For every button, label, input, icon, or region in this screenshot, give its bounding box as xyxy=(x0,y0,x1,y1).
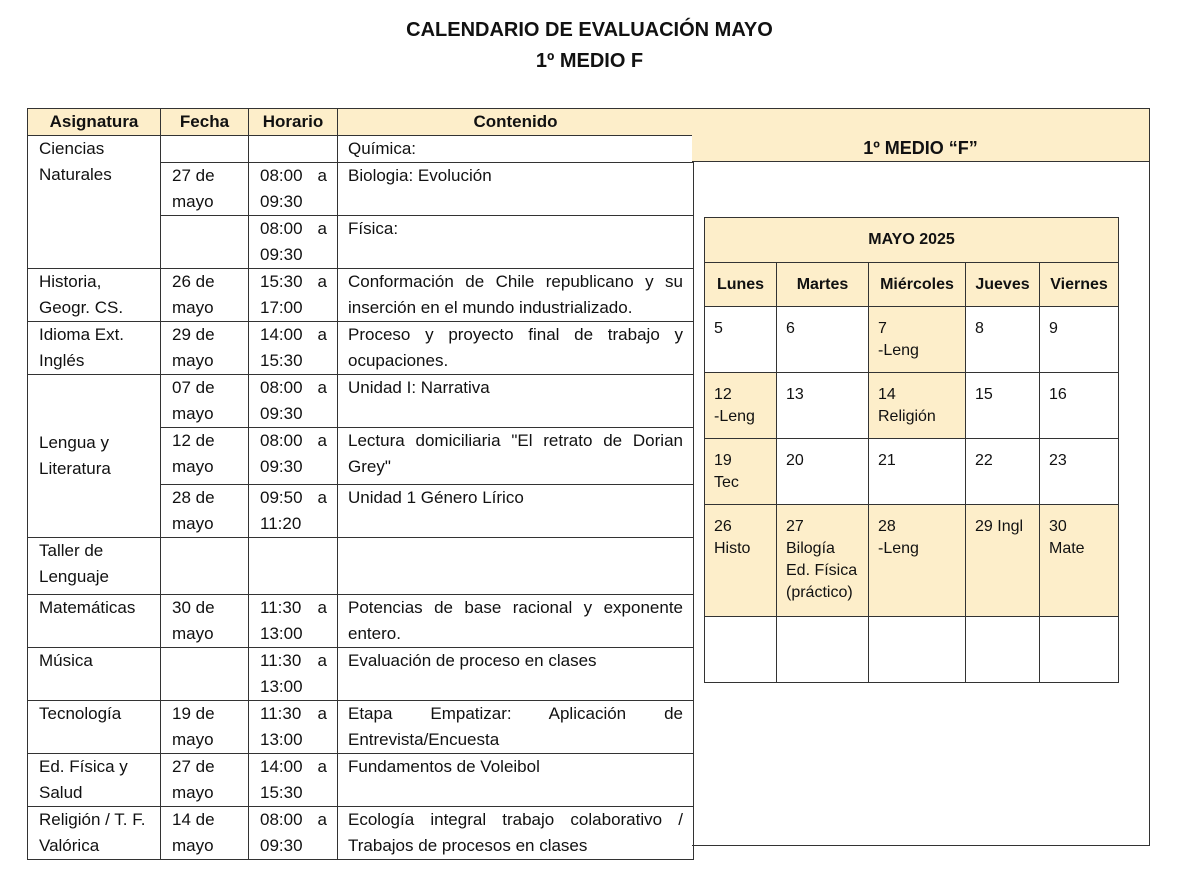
time-cell: 11:30 a 13:00 xyxy=(249,701,338,754)
time-cell xyxy=(249,136,338,163)
calendar-day-event: Mate xyxy=(1049,540,1085,557)
calendar-day-cell xyxy=(966,373,1040,439)
subject-cell: Historia, Geogr. CS. xyxy=(28,269,161,322)
header-horario: Horario xyxy=(249,109,338,136)
time-cell: 11:30 a 13:00 xyxy=(249,595,338,648)
content-cell: Biologia: Evolución xyxy=(338,163,694,216)
weekday-miercoles: Miércoles xyxy=(869,263,966,307)
calendar-day-cell xyxy=(869,617,966,683)
date-cell: 27 de mayo xyxy=(161,163,249,216)
calendar-day-number: 28 xyxy=(878,518,896,535)
subject-cell: Música xyxy=(28,648,161,701)
time-cell: 08:00 a 09:30 xyxy=(249,428,338,485)
subject-cell: Ed. Física y Salud xyxy=(28,754,161,807)
calendar-day-event: Ed. Física xyxy=(786,562,858,579)
content-cell: Potencias de base racional y exponente entero. xyxy=(338,595,694,648)
calendar-day-cell xyxy=(777,373,869,439)
calendar-day-event: Religión xyxy=(878,408,936,425)
date-cell: 14 de mayo xyxy=(161,807,249,860)
table-header-row xyxy=(28,109,694,136)
course-panel-heading: 1º MEDIO “F” xyxy=(692,109,1149,162)
calendar-day-number: 19 xyxy=(714,452,732,469)
calendar-day-event: Histo xyxy=(714,540,751,557)
document-subtitle: 1º MEDIO F xyxy=(535,50,644,72)
calendar-week-row xyxy=(705,307,1119,373)
header-fecha: Fecha xyxy=(161,109,249,136)
calendar-day-number: 29 Ingl xyxy=(975,518,1024,535)
calendar-day-cell xyxy=(869,505,966,617)
subject-cell: Lengua y Literatura xyxy=(28,375,161,538)
subject-cell: Matemáticas xyxy=(28,595,161,648)
calendar-day-cell xyxy=(966,307,1040,373)
calendar-day-cell xyxy=(705,373,777,439)
document-title: CALENDARIO DE EVALUACIÓN MAYO xyxy=(406,19,773,41)
calendar-day-cell xyxy=(1040,505,1119,617)
weekday-martes: Martes xyxy=(777,263,869,307)
table-row xyxy=(28,269,694,322)
calendar-day-number: 20 xyxy=(786,452,804,469)
calendar-day-cell xyxy=(777,505,869,617)
calendar-day-cell xyxy=(966,617,1040,683)
calendar-day-cell xyxy=(777,617,869,683)
calendar-day-cell xyxy=(869,307,966,373)
calendar-day-number: 8 xyxy=(975,320,984,337)
content-cell: Química: xyxy=(338,136,694,163)
date-cell: 28 de mayo xyxy=(161,485,249,538)
calendar-day-event: -Leng xyxy=(714,408,755,425)
calendar-day-cell xyxy=(869,439,966,505)
calendar-day-cell xyxy=(705,617,777,683)
calendar-day-cell xyxy=(869,373,966,439)
date-cell: 26 de mayo xyxy=(161,269,249,322)
calendar-day-number: 27 xyxy=(786,518,804,535)
calendar-week-row xyxy=(705,373,1119,439)
calendar-body xyxy=(705,307,1119,683)
table-row xyxy=(28,538,694,595)
date-cell xyxy=(161,648,249,701)
content-cell: Etapa Empatizar: Aplicación de Entrevista/Encuesta xyxy=(338,701,694,754)
calendar-day-cell xyxy=(1040,373,1119,439)
calendar-day-cell xyxy=(705,439,777,505)
calendar-day-number: 26 xyxy=(714,518,732,535)
table-row xyxy=(28,754,694,807)
table-row xyxy=(28,648,694,701)
calendar-week-row xyxy=(705,439,1119,505)
subject-cell: Idioma Ext. Inglés xyxy=(28,322,161,375)
calendar-day-number: 7 xyxy=(878,320,887,337)
date-cell: 29 de mayo xyxy=(161,322,249,375)
calendar-day-cell xyxy=(777,439,869,505)
header-asignatura: Asignatura xyxy=(28,109,161,136)
header-contenido: Contenido xyxy=(338,109,694,136)
weekday-jueves: Jueves xyxy=(966,263,1040,307)
calendar-day-cell xyxy=(705,307,777,373)
calendar-day-number: 9 xyxy=(1049,320,1058,337)
time-cell: 15:30 a 17:00 xyxy=(249,269,338,322)
content-cell: Física: xyxy=(338,216,694,269)
content-cell: Proceso y proyecto final de trabajo y ocupaciones. xyxy=(338,322,694,375)
calendar-day-cell xyxy=(966,505,1040,617)
table-row xyxy=(28,701,694,754)
time-cell: 08:00 a 09:30 xyxy=(249,163,338,216)
subject-cell: Tecnología xyxy=(28,701,161,754)
content-cell: Lectura domiciliaria "El retrato de Dorian Grey" xyxy=(338,428,694,485)
time-cell: 08:00 a 09:30 xyxy=(249,216,338,269)
calendar-day-cell xyxy=(1040,307,1119,373)
calendar-day-cell xyxy=(777,307,869,373)
calendar-day-number: 12 xyxy=(714,386,732,403)
calendar-week-row xyxy=(705,505,1119,617)
calendar-day-number: 6 xyxy=(786,320,795,337)
calendar-day-cell xyxy=(1040,439,1119,505)
table-row xyxy=(28,807,694,860)
date-cell: 30 de mayo xyxy=(161,595,249,648)
time-cell: 09:50 a 11:20 xyxy=(249,485,338,538)
time-cell: 14:00 a 15:30 xyxy=(249,322,338,375)
date-cell: 07 de mayo xyxy=(161,375,249,428)
calendar-day-cell xyxy=(1040,617,1119,683)
calendar-day-event: -Leng xyxy=(878,540,919,557)
date-cell: 19 de mayo xyxy=(161,701,249,754)
calendar-day-cell xyxy=(705,505,777,617)
content-cell xyxy=(338,538,694,595)
content-cell: Fundamentos de Voleibol xyxy=(338,754,694,807)
calendar-day-number: 16 xyxy=(1049,386,1067,403)
calendar-day-cell xyxy=(966,439,1040,505)
table-row xyxy=(28,136,694,163)
date-cell: 27 de mayo xyxy=(161,754,249,807)
calendar-day-number: 13 xyxy=(786,386,804,403)
content-cell: Unidad I: Narrativa xyxy=(338,375,694,428)
calendar-day-event: Bilogía xyxy=(786,540,835,557)
content-cell: Ecología integral trabajo colaborativo / Trabajos de procesos en clases xyxy=(338,807,694,860)
date-cell: 12 de mayo xyxy=(161,428,249,485)
time-cell: 11:30 a 13:00 xyxy=(249,648,338,701)
calendar-day-number: 5 xyxy=(714,320,723,337)
calendar-week-row xyxy=(705,617,1119,683)
calendar-title: MAYO 2025 xyxy=(705,218,1119,263)
date-cell xyxy=(161,216,249,269)
evaluation-schedule-table xyxy=(27,108,694,860)
time-cell: 14:00 a 15:30 xyxy=(249,754,338,807)
weekday-lunes: Lunes xyxy=(705,263,777,307)
time-cell xyxy=(249,538,338,595)
subject-cell: Taller de Lenguaje xyxy=(28,538,161,595)
may-calendar xyxy=(704,217,1119,683)
table-row xyxy=(28,375,694,428)
calendar-day-event: -Leng xyxy=(878,342,919,359)
calendar-day-number: 15 xyxy=(975,386,993,403)
weekday-viernes: Viernes xyxy=(1040,263,1119,307)
calendar-weekday-row xyxy=(705,263,1119,307)
table-row xyxy=(28,595,694,648)
subject-cell: Ciencias Naturales xyxy=(28,136,161,269)
table-row xyxy=(28,322,694,375)
calendar-day-event: Tec xyxy=(714,474,739,491)
time-cell: 08:00 a 09:30 xyxy=(249,807,338,860)
subject-cell: Religión / T. F. Valórica xyxy=(28,807,161,860)
content-cell: Conformación de Chile republicano y su inserción en el mundo industrializado. xyxy=(338,269,694,322)
calendar-day-number: 30 xyxy=(1049,518,1067,535)
calendar-day-number: 21 xyxy=(878,452,896,469)
content-cell: Unidad 1 Género Lírico xyxy=(338,485,694,538)
calendar-day-number: 14 xyxy=(878,386,896,403)
time-cell: 08:00 a 09:30 xyxy=(249,375,338,428)
content-cell: Evaluación de proceso en clases xyxy=(338,648,694,701)
date-cell xyxy=(161,538,249,595)
date-cell xyxy=(161,136,249,163)
calendar-day-number: 22 xyxy=(975,452,993,469)
calendar-day-event: (práctico) xyxy=(786,584,853,601)
calendar-day-number: 23 xyxy=(1049,452,1067,469)
